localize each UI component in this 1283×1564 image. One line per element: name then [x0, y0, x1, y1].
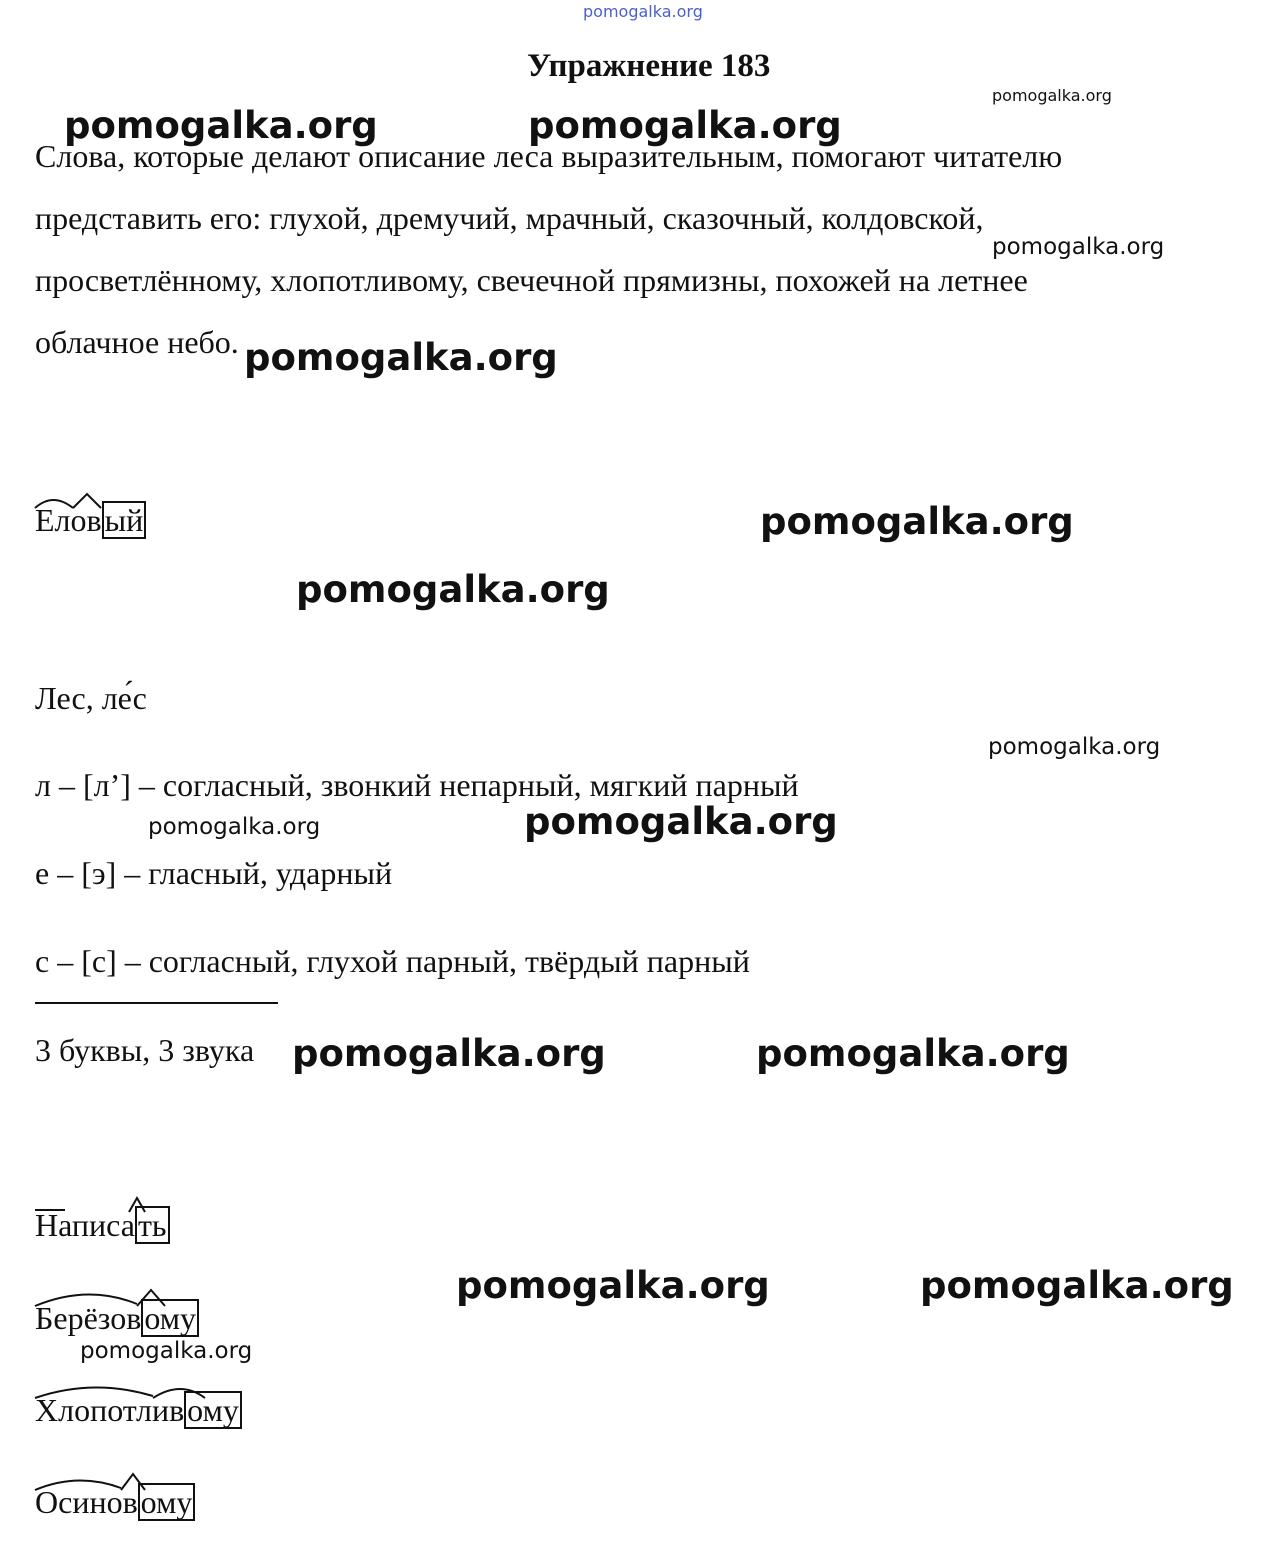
divider-line: [35, 1002, 278, 1004]
phonetic-row-2: е – [э] – гласный, ударный: [35, 855, 393, 891]
root-arc: [35, 500, 73, 508]
watermark: pomogalka.org: [244, 336, 558, 379]
watermark: pomogalka.org: [292, 1032, 606, 1075]
paragraph-line-1: Слова, которые делают описание леса выразительным, помогают читателю: [35, 138, 1063, 174]
word-stem: Написа: [35, 1207, 135, 1243]
phonetic-summary: 3 буквы, 3 звука: [35, 1032, 255, 1068]
morpheme-marks-berezovomu: [33, 1284, 193, 1308]
root-arc: [35, 1294, 137, 1306]
paragraph-line-3: просветлённому, хлопотливому, свечечной прямизны, похожей на летнее: [35, 262, 1028, 298]
watermark: pomogalka.org: [148, 814, 321, 840]
word-ending: ому: [138, 1483, 196, 1521]
watermark: pomogalka.org: [992, 86, 1112, 105]
watermark: pomogalka.org: [920, 1264, 1234, 1307]
suffix-mark: [121, 1474, 145, 1490]
word-ending: ый: [102, 501, 147, 539]
site-top-link[interactable]: pomogalka.org: [583, 2, 703, 21]
phonetic-row-1: л – [л’] – согласный, звонкий непарный, мягкий парный: [35, 767, 799, 803]
watermark: pomogalka.org: [992, 234, 1165, 260]
word-stem: Берёзов: [35, 1300, 142, 1336]
word-ending: ому: [184, 1391, 242, 1429]
paragraph-line-4: облачное небо.: [35, 324, 239, 360]
suffix-mark: [137, 1290, 165, 1306]
word-stem: Хлопотлив: [35, 1392, 185, 1428]
page-title: Упражнение 183: [527, 48, 771, 84]
watermark: pomogalka.org: [756, 1032, 1070, 1075]
watermark: pomogalka.org: [64, 104, 378, 147]
morpheme-marks-osinovomu: [33, 1468, 193, 1492]
phonetic-heading: Лес, ле́с: [35, 680, 147, 716]
watermark: pomogalka.org: [456, 1264, 770, 1307]
word-ending: ому: [141, 1299, 199, 1337]
watermark: pomogalka.org: [528, 104, 842, 147]
watermark: pomogalka.org: [524, 800, 838, 843]
suffix-mark: [73, 494, 101, 508]
morpheme-marks-napisat: [33, 1194, 183, 1214]
morpheme-marks-elovyi: [33, 488, 123, 510]
paragraph-line-2: представить его: глухой, дремучий, мрачный, сказочный, колдовской,: [35, 200, 984, 236]
watermark: pomogalka.org: [988, 734, 1161, 760]
word-stem: Елов: [35, 502, 102, 538]
watermark: pomogalka.org: [296, 568, 610, 611]
phonetic-row-3: с – [с] – согласный, глухой парный, твёрдый парный: [35, 943, 750, 979]
word-ending: ть: [135, 1206, 170, 1244]
morpheme-marks-khlopotlivomu: [33, 1376, 253, 1400]
suffix-mark: [153, 1389, 205, 1398]
suffix-mark: [129, 1198, 145, 1212]
watermark: pomogalka.org: [760, 500, 1074, 543]
root-arc: [35, 1387, 153, 1398]
word-stem: Осинов: [35, 1484, 138, 1520]
root-arc: [35, 1480, 121, 1490]
watermark: pomogalka.org: [80, 1338, 253, 1364]
